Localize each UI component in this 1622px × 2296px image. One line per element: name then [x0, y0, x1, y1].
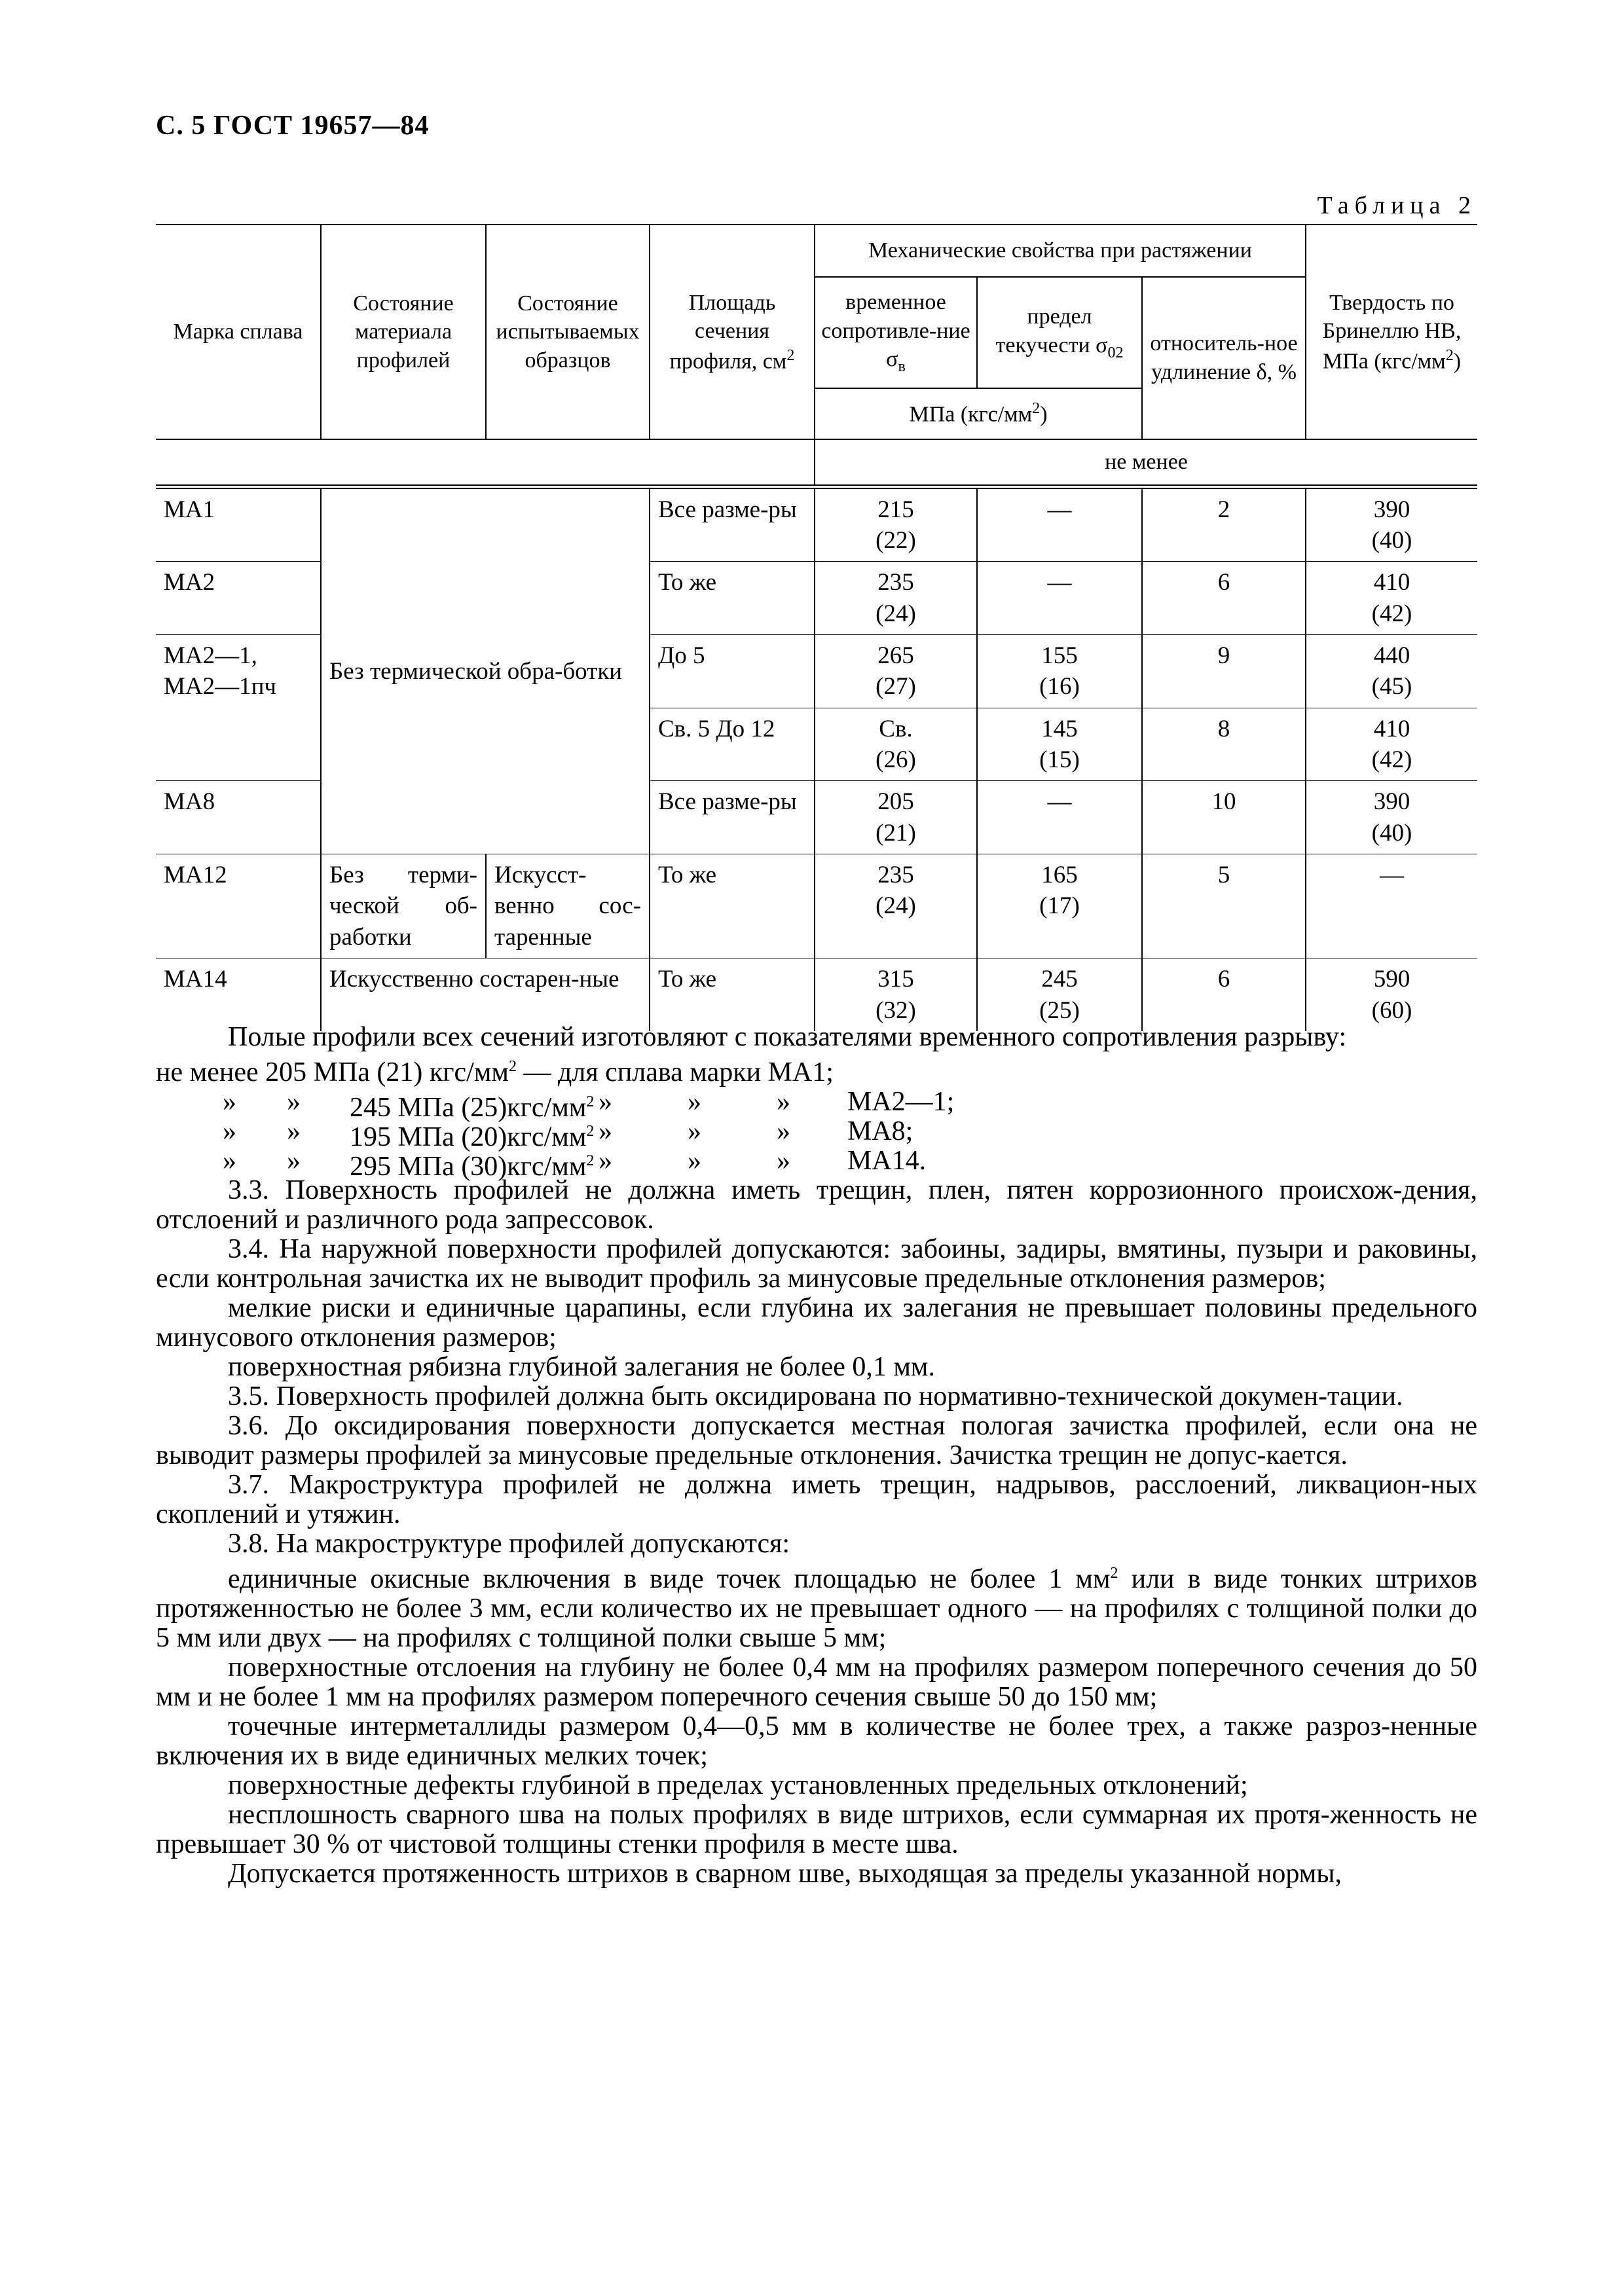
paragraph-3-8-d: поверхностные дефекты глубиной в пределах установленных предельных отклонений;	[228, 1770, 1248, 1800]
paragraph-3-4-c: поверхностная рябизна глубиной залегания не более 0,1 мм.	[228, 1352, 936, 1382]
cell-area: То же	[650, 958, 815, 1031]
col-header-elongation: относитель-ное удлинение δ, %	[1142, 277, 1306, 439]
col-header-material-state: Состояние материала профилей	[321, 225, 486, 439]
cell-tensile: 315 (32)	[815, 958, 977, 1031]
col-header-yield: предел текучести $\sigma_{02}$	[977, 277, 1142, 388]
col-header-sample-state: Состояние испытываемых образцов	[486, 225, 650, 439]
cell-tensile: 235 (24)	[815, 854, 977, 958]
cell-yield: 145 (15)	[977, 708, 1142, 781]
cell-yield: 165 (17)	[977, 854, 1142, 958]
cell-yield: 155 (16)	[977, 634, 1142, 708]
cell-tensile: Св. (26)	[815, 708, 977, 781]
paragraph-3-6: 3.6. До оксидирования поверхности допускается местная пологая зачистка профилей, если она не выводит размеры профилей за минусовые предельные отклонения. Зачистка трещин не допус-кается.	[156, 1411, 1477, 1470]
cell-elongation: 6	[1142, 562, 1306, 635]
cell-hardness: 390 (40)	[1306, 781, 1477, 854]
col-header-area: Площадь сечения профиля, $см^2$	[650, 225, 815, 439]
cell-elongation: 9	[1142, 634, 1306, 708]
tensile-requirement-ma1: не менее 205 МПа (21) кгс/$мм^2$ — для сплава марки МА1;	[156, 1057, 834, 1087]
col-header-hardness: Твердость по Бринеллю НВ, МПа $(кгс/мм^2)$	[1306, 225, 1477, 439]
table-row	[156, 958, 1477, 1031]
cell-hardness: 410 (42)	[1306, 708, 1477, 781]
cell-area: До 5	[650, 634, 815, 708]
unit-header: МПа $(кгс/мм^2)$	[815, 388, 1142, 439]
cell-tensile: 215 (22)	[815, 486, 977, 562]
table-caption: Таблица 2	[1317, 192, 1477, 219]
cell-area: То же	[650, 562, 815, 635]
table-row	[156, 486, 1477, 562]
cell-grade: МА1	[156, 486, 321, 562]
paragraph-3-7: 3.7. Макроструктура профилей не должна иметь трещин, надрывов, расслоений, ликвацион-ных скоплений и утяжин.	[156, 1470, 1477, 1529]
cell-grade: МА2	[156, 562, 321, 635]
ditto-list	[156, 1087, 1477, 1182]
paragraph-3-8: 3.8. На макроструктуре профилей допускаются:	[228, 1529, 790, 1559]
cell-grade: МА2—1, МА2—1пч	[156, 634, 321, 780]
cell-hardness: 590 (60)	[1306, 958, 1477, 1031]
cell-elongation: 8	[1142, 708, 1306, 781]
cell-material-state: Без терми-ческой об-работки	[321, 854, 486, 958]
cell-hardness: —	[1306, 854, 1477, 958]
col-header-grade: Марка сплава	[156, 225, 321, 439]
cell-hardness: 390 (40)	[1306, 486, 1477, 562]
paragraph-3-8-e: несплошность сварного шва на полых профилях в виде штрихов, если суммарная их протя-женность не превышает 30 % от чистовой толщины стенки профиля в месте шва.	[156, 1800, 1477, 1859]
cell-tensile: 235 (24)	[815, 562, 977, 635]
ditto-row: » » 245 МПа (25)кгс/мм2 » » » МА2—1;	[223, 1087, 955, 1123]
cell-area: Все разме-ры	[650, 486, 815, 562]
col-header-tensile: временное сопротивле-ние $\sigma_в$	[815, 277, 977, 388]
cell-yield: 245 (25)	[977, 958, 1142, 1031]
cell-area: Все разме-ры	[650, 781, 815, 854]
cell-grade: МА8	[156, 781, 321, 854]
properties-table	[156, 224, 1477, 1031]
ditto-row: » » 195 МПа (20)кгс/мм2 » » » МА8;	[223, 1116, 913, 1152]
cell-grade: МА12	[156, 854, 321, 958]
group-header-mechanical: Механические свойства при растяжении	[815, 225, 1306, 277]
cell-yield: —	[977, 781, 1142, 854]
page-header: С. 5 ГОСТ 19657—84	[156, 111, 430, 141]
not-less-header: не менее	[815, 439, 1477, 486]
paragraph-hollow-profiles: Полые профили всех сечений изготовляют с показателями временного сопротивления разрыву:	[228, 1022, 1347, 1052]
table-row	[156, 854, 1477, 958]
paragraph-3-8-c: точечные интерметаллиды размером 0,4—0,5 мм в количестве не более трех, а также разроз-ненные включения их в виде единичных мелких точек;	[156, 1711, 1477, 1771]
cell-yield: —	[977, 562, 1142, 635]
paragraph-3-8-b: поверхностные отслоения на глубину не более 0,4 мм на профилях размером поперечного сечения до 50 мм и не более 1 мм на профилях размером поперечного сечения свыше 50 до 150 мм;	[156, 1652, 1477, 1712]
paragraph-3-8-f: Допускается протяженность штрихов в сварном шве, выходящая за пределы указанной нормы,	[228, 1859, 1342, 1889]
cell-elongation: 10	[1142, 781, 1306, 854]
ditto-row: » » 295 МПа (30)кгс/мм2 » » » МА14.	[223, 1146, 927, 1182]
cell-elongation: 2	[1142, 486, 1306, 562]
paragraph-3-3: 3.3. Поверхность профилей не должна иметь трещин, плен, пятен коррозионного происхож-дения, отслоений и различного рода запрессовок.	[156, 1175, 1477, 1235]
cell-elongation: 5	[1142, 854, 1306, 958]
cell-area: То же	[650, 854, 815, 958]
cell-hardness: 440 (45)	[1306, 634, 1477, 708]
cell-sample-state: Искусст-венно сос-таренные	[486, 854, 650, 958]
cell-elongation: 6	[1142, 958, 1306, 1031]
cell-hardness: 410 (42)	[1306, 562, 1477, 635]
cell-area: Св. 5 До 12	[650, 708, 815, 781]
paragraph-3-4-b: мелкие риски и единичные царапины, если глубина их залегания не превышает половины предельного минусового отклонения размеров;	[156, 1293, 1477, 1353]
cell-material-state-merged: Без термической обра-ботки	[321, 486, 650, 854]
cell-grade: МА14	[156, 958, 321, 1031]
paragraph-3-8-a: единичные окисные включения в виде точек площадью не более 1 $мм^2$ или в виде тонких штрихов протяженностью не более 3 мм, если количество их не превышает одного — на профилях с толщиной полки до 5 мм или двух — на профилях с толщиной полки свыше 5 мм;	[156, 1564, 1478, 1653]
paragraph-3-4: 3.4. На наружной поверхности профилей допускаются: забоины, задиры, вмятины, пузыри и раковины, если контрольная зачистка их не выводит профиль за минусовые предельные отклонения размеров;	[156, 1234, 1477, 1294]
cell-material-state: Искусственно состарен-ные	[321, 958, 650, 1031]
body-text	[156, 1023, 1477, 1889]
cell-tensile: 205 (21)	[815, 781, 977, 854]
cell-tensile: 265 (27)	[815, 634, 977, 708]
paragraph-3-5: 3.5. Поверхность профилей должна быть оксидирована по нормативно-технической докумен-тации.	[228, 1381, 1403, 1412]
cell-yield: —	[977, 486, 1142, 562]
